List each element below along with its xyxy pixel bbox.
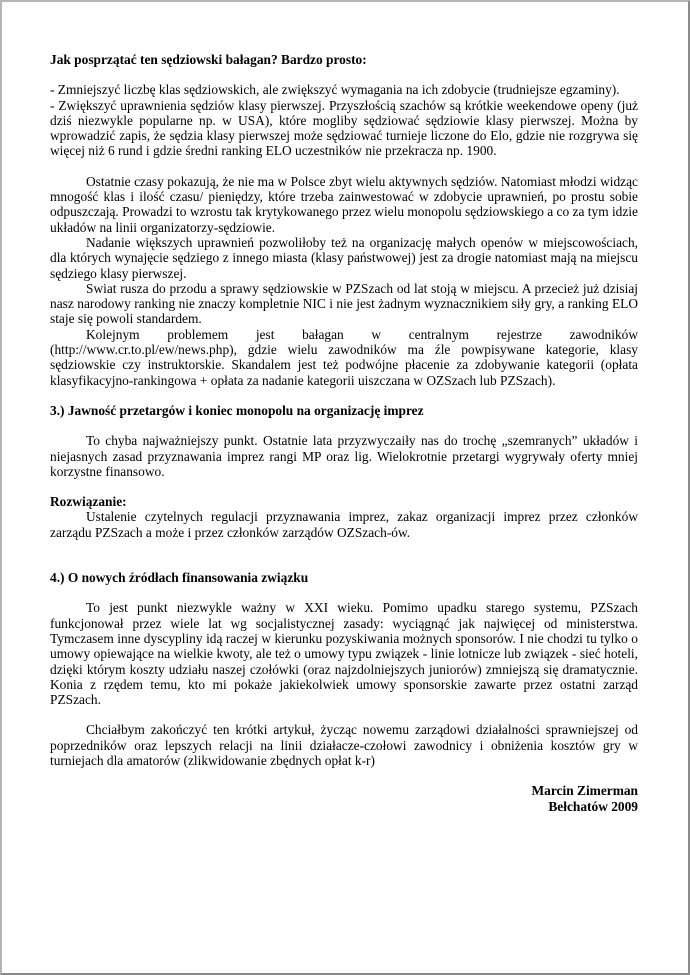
bullet-item: - Zwiększyć uprawnienia sędziów klasy pierwszej. Przyszłością szachów są krótkie weekendowe openy (już dziś niezwykle popularne np. w USA), które mogliby sędziować sędziowie klasy pierwszej. Można by wprowadzić zapis, że sędzia klasy pierwszej może sędziować turnieje liczone do Elo, gdzie nie rozgrywa się więcej niż 6 rund i gdzie średni ranking ELO uczestników nie przekracza np. 1900. [50, 97, 638, 159]
paragraph: Swiat rusza do przodu a sprawy sędziowskie w PZSzach od lat stoją w miejscu. A przecież już dzisiaj nasz narodowy ranking nie znaczy kompletnie NIC i nie jest żadnym wyznacznikiem siły gry, a ranking ELO staje się powoli standardem. [50, 280, 638, 327]
bullet-item: - Zmniejszyć liczbę klas sędziowskich, ale zwiększyć wymagania na ich zdobycie (trudniejsze egzaminy). [50, 82, 620, 98]
paragraph: Nadanie większych uprawnień pozwoliłoby też na organizację małych openów w miejscowościach, dla których wynajęcie sędziego z innego miasta (klasy państwowej) jest za drogie natomiast mają na miejscu sędziego klasy pierwszej. [50, 234, 638, 281]
author-place-date: Bełchatów 2009 [548, 798, 638, 814]
section-heading: 4.) O nowych źródłach finansowania związku [50, 570, 309, 586]
paragraph: Chciałbym zakończyć ten krótki artykuł, życząc nowemu zarządowi działalności sprawniejszej od poprzedników oraz lepszych relacji na linii działacze-czołowi zawodnicy i obniżenia kosztów gry w turniejach dla amatorów (zlikwidowanie zbędnych opłat k-r) [50, 722, 638, 768]
paragraph: To chyba najważniejszy punkt. Ostatnie lata przyzwyczaiły nas do trochę „szemranych” układów i niejasnych zasad przyznawania imprez rangi MP oraz lig. Wielokrotnie przetargi wygrywały oferty mniej korzystne finansowo. [50, 433, 638, 479]
section-heading: 3.) Jawność przetargów i koniec monopolu na organizację imprez [50, 402, 424, 418]
paragraph: Kolejnym problemem jest bałagan w centralnym rejestrze zawodników (http://www.cr.to.pl/ew/news.php), gdzie wielu zawodników ma źle powpisywane kategorie, klasy sędziowskie czy instruktorskie. Skandalem jest też podwójne płacenie za zdobywanie kategorii (opłata klasyfikacyjno-rankingowa + opłata za nadanie kategorii uiszczana w OZSzach lub PZSzach). [50, 326, 638, 388]
paragraph: Ustalenie czytelnych regulacji przyznawania imprez, zakaz organizacji imprez przez członków zarządu PZSzach a może i przez członków zarządów OZSzach-ów. [50, 509, 638, 540]
author-name: Marcin Zimerman [531, 783, 638, 799]
paragraph: To jest punkt niezwykle ważny w XXI wieku. Pomimo upadku starego systemu, PZSzach funkcjonował przez wiele lat wg socjalistycznej zasady: wyciągnąć jak najwięcej od ministerstwa. Tymczasem inne dyscypliny idą raczej w kierunku pozyskiwania możnych sponsorów. I nie chodzi tu tylko o umowy opiewające na wielkie kwoty, ale też o umowy typu związek - linie lotnicze lub związek - sieć hoteli, dzięki którym koszty udziału naszej czołówki (oraz najzdolniejszych juniorów) zmniejszą się dramatycznie. Konia z rzędem temu, kto mi pokaże jakiekolwiek umowy sponsorskie zawarte przez ostatni zarząd PZSzach. [50, 600, 638, 708]
section-heading: Jak posprzątać ten sędziowski bałagan? Bardzo prosto: [50, 52, 367, 67]
paragraph: Ostatnie czasy pokazują, że nie ma w Polsce zbyt wielu aktywnych sędziów. Natomiast młodzi widząc mnogość klas i ilość czasu/ pieniędzy, które trzeba zainwestować w zdobycie uprawnień, po prostu sobie odpuszczają. Prowadzi to wzrostu tak krytykowanego przez wielu monopolu sędziowskiego a co za tym idzie układów na linii organizatorzy-sędziowie. [50, 173, 638, 235]
solution-label: Rozwiązanie: [50, 494, 127, 510]
document-body [50, 52, 638, 814]
